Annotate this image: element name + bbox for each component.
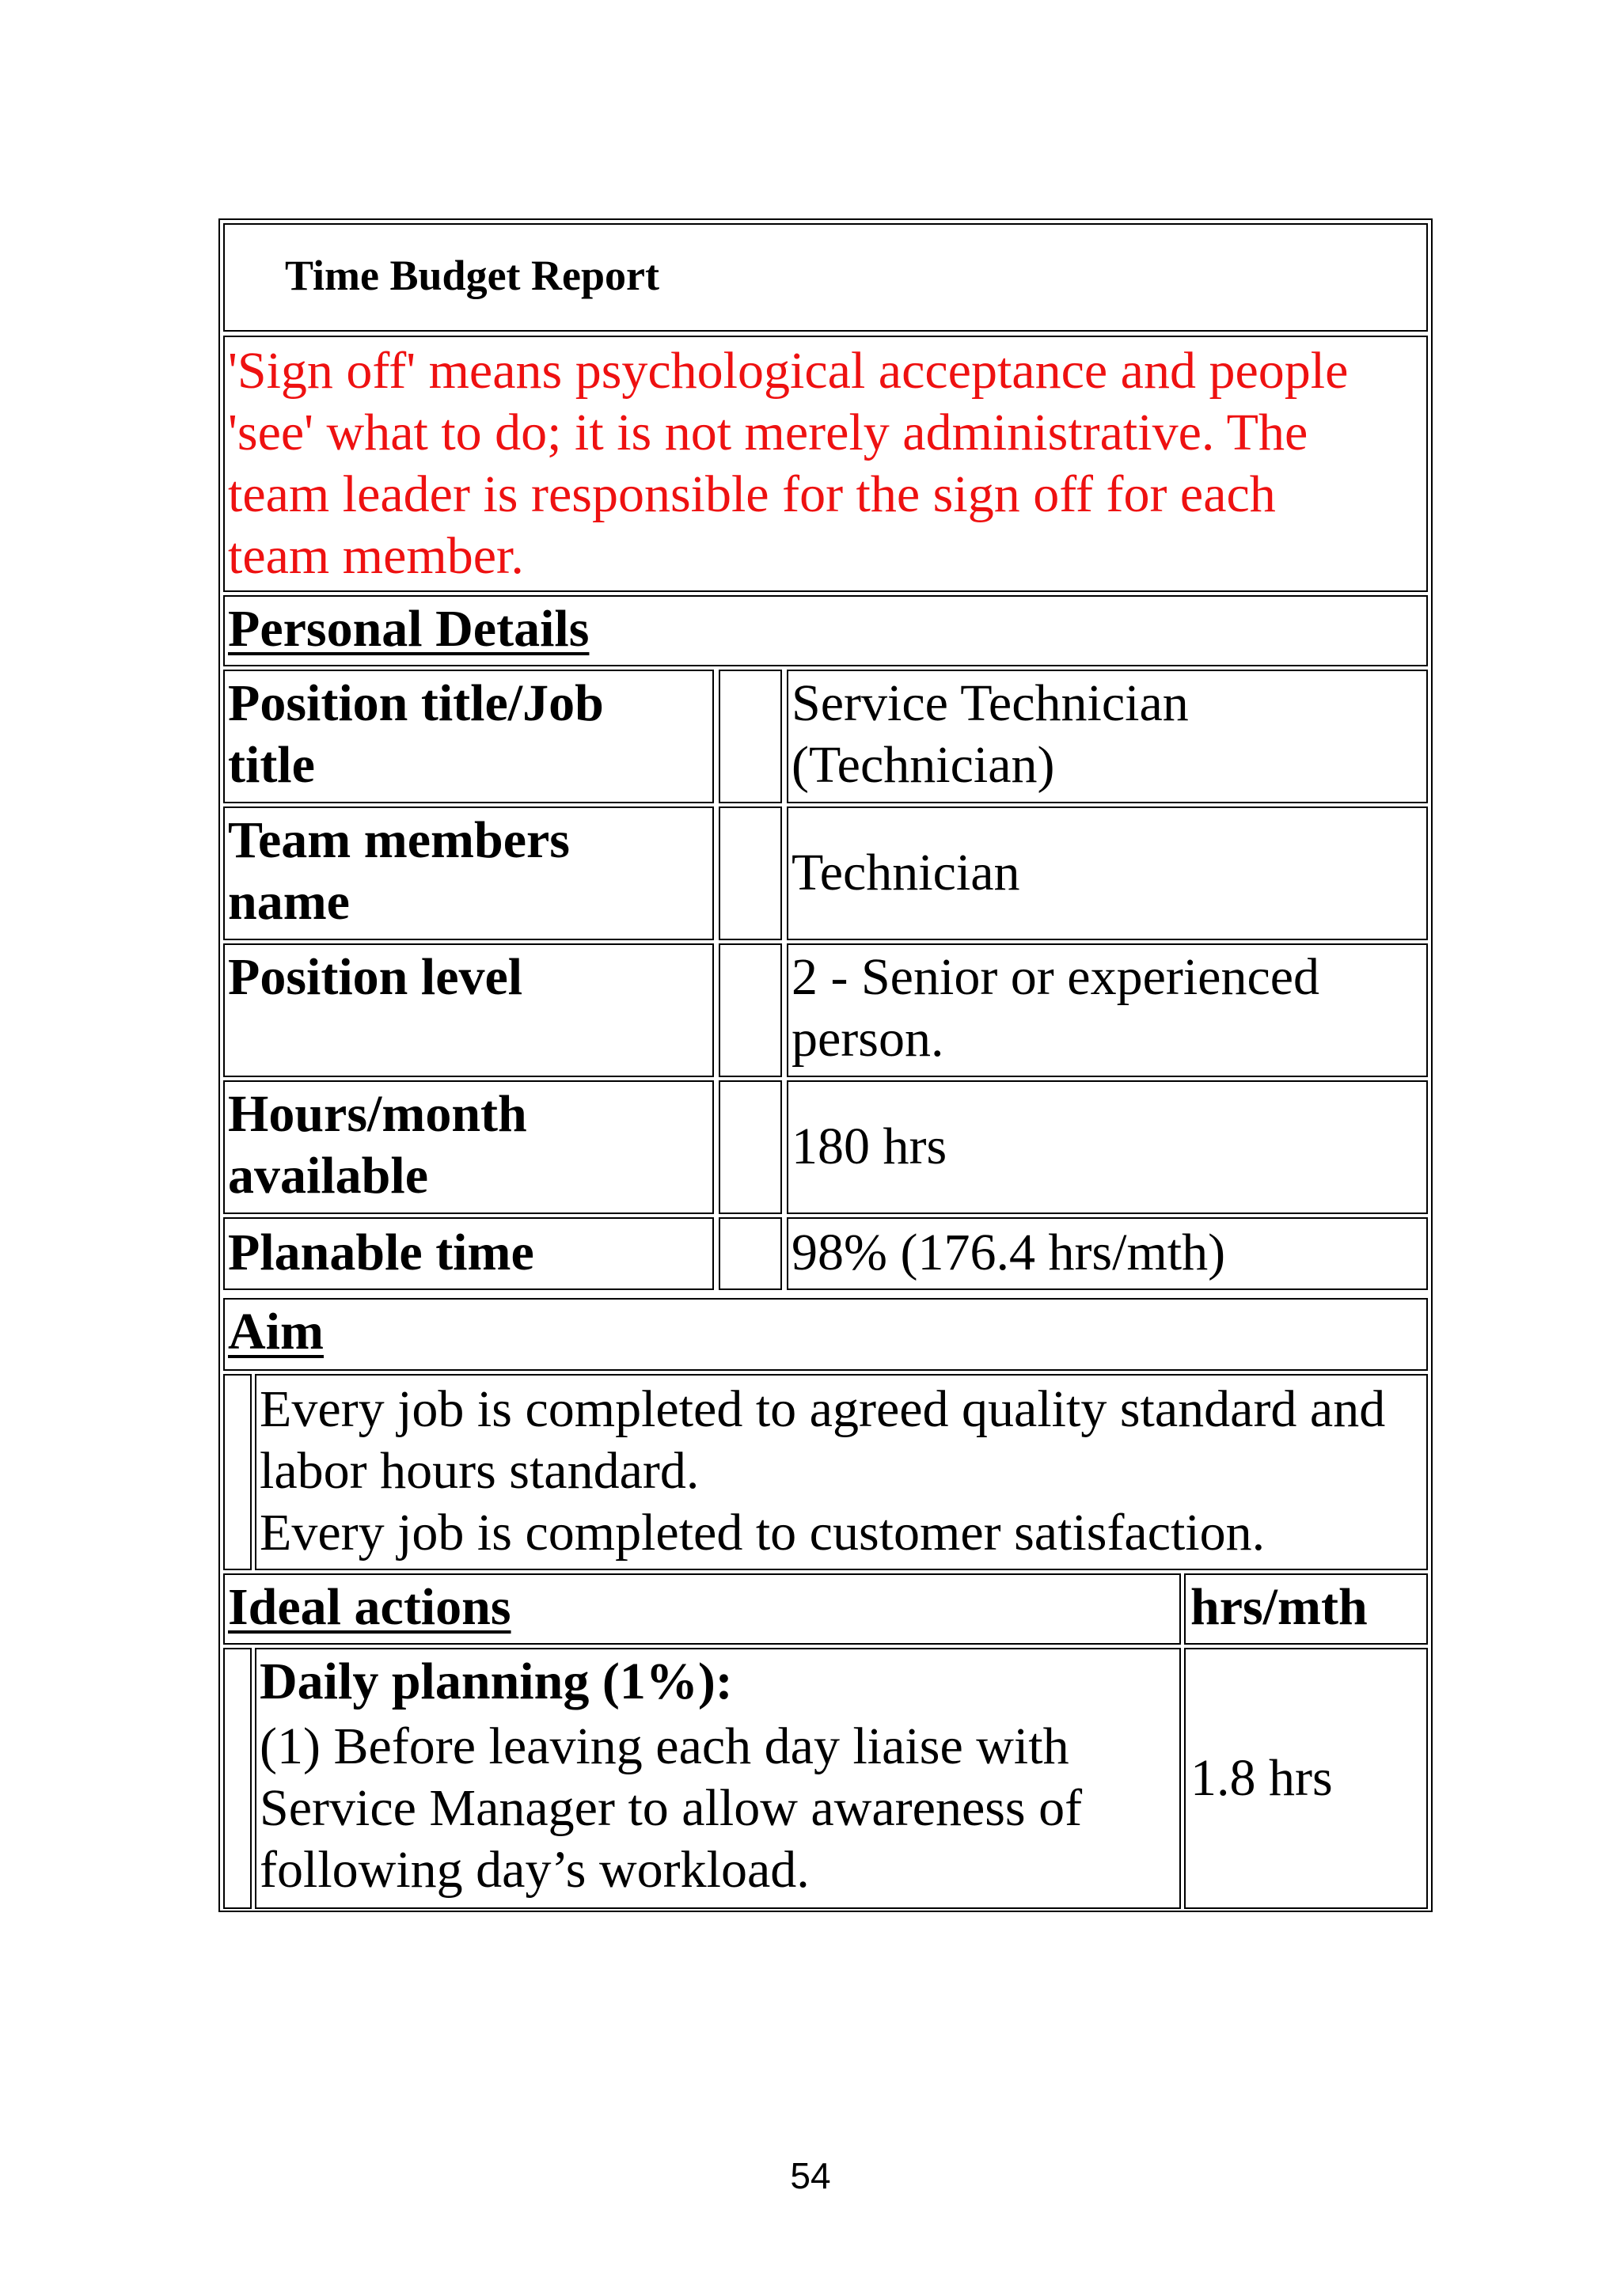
- note-line: 'Sign off' means psychological acceptance and people: [228, 342, 1349, 400]
- detail-value: 180 hrs: [792, 1118, 947, 1175]
- detail-label: available: [228, 1147, 429, 1205]
- detail-value: 98% (176.4 hrs/mth): [792, 1224, 1226, 1281]
- detail-label: name: [228, 873, 350, 931]
- personal-details-heading: Personal Details: [228, 600, 590, 658]
- detail-value-cell: [787, 943, 1428, 1077]
- action-line: (1) Before leaving each day liaise with: [260, 1717, 1069, 1775]
- detail-value: person.: [792, 1010, 944, 1068]
- note-line: team leader is responsible for the sign off for each: [228, 465, 1276, 523]
- aim-heading-cell: [223, 1298, 1428, 1371]
- action-text-cell: [255, 1648, 1181, 1909]
- action-title: Daily planning (1%):: [260, 1653, 733, 1710]
- detail-label-cell: [223, 943, 714, 1077]
- detail-label: Position level: [228, 948, 523, 1006]
- title-cell: [223, 223, 1428, 332]
- action-hours-cell: [1184, 1648, 1428, 1909]
- page-number: 54: [790, 2155, 831, 2196]
- detail-label-cell: [223, 806, 714, 940]
- report-title: Time Budget Report: [285, 252, 659, 299]
- ideal-actions-heading-cell: [223, 1573, 1181, 1645]
- aim-heading: Aim: [228, 1303, 324, 1361]
- note-line: 'see' what to do; it is not merely administrative. The: [228, 404, 1308, 461]
- hours-heading-cell: [1184, 1573, 1428, 1645]
- aim-text-cell: [255, 1374, 1428, 1570]
- detail-label-cell: [223, 1080, 714, 1214]
- detail-value: Technician: [792, 844, 1020, 901]
- hours-heading: hrs/mth: [1190, 1578, 1368, 1636]
- detail-value: Service Technician: [792, 674, 1189, 732]
- note-line: team member.: [228, 527, 524, 585]
- detail-spacer-cell: [719, 943, 782, 1077]
- detail-label-cell: [223, 670, 714, 803]
- detail-spacer-cell: [719, 806, 782, 940]
- action-hours: 1.8 hrs: [1190, 1749, 1333, 1807]
- aim-line: labor hours standard.: [260, 1442, 700, 1500]
- detail-value: 2 - Senior or experienced: [792, 948, 1320, 1006]
- detail-label: title: [228, 736, 315, 794]
- detail-value-cell: [787, 806, 1428, 940]
- detail-value: (Technician): [792, 736, 1055, 794]
- personal-details-heading-cell: [223, 595, 1428, 666]
- sign-off-note-cell: [223, 336, 1428, 592]
- action-indent-cell: [223, 1648, 252, 1909]
- detail-value-cell: [787, 1080, 1428, 1214]
- detail-spacer-cell: [719, 1080, 782, 1214]
- detail-label: Position title/Job: [228, 674, 604, 732]
- detail-label: Team members: [228, 811, 570, 869]
- detail-spacer-cell: [719, 1217, 782, 1290]
- detail-label-cell: [223, 1217, 714, 1290]
- action-line: following day’s workload.: [260, 1841, 810, 1899]
- detail-label: Planable time: [228, 1224, 534, 1281]
- action-line: Service Manager to allow awareness of: [260, 1779, 1083, 1837]
- aim-line: Every job is completed to customer satisfaction.: [260, 1504, 1266, 1562]
- time-budget-table: [218, 218, 1433, 1912]
- detail-label: Hours/month: [228, 1085, 527, 1143]
- detail-value-cell: [787, 670, 1428, 803]
- aim-indent-cell: [223, 1374, 252, 1570]
- detail-value-cell: [787, 1217, 1428, 1290]
- aim-line: Every job is completed to agreed quality standard and: [260, 1380, 1386, 1438]
- ideal-actions-heading: Ideal actions: [228, 1578, 511, 1636]
- detail-spacer-cell: [719, 670, 782, 803]
